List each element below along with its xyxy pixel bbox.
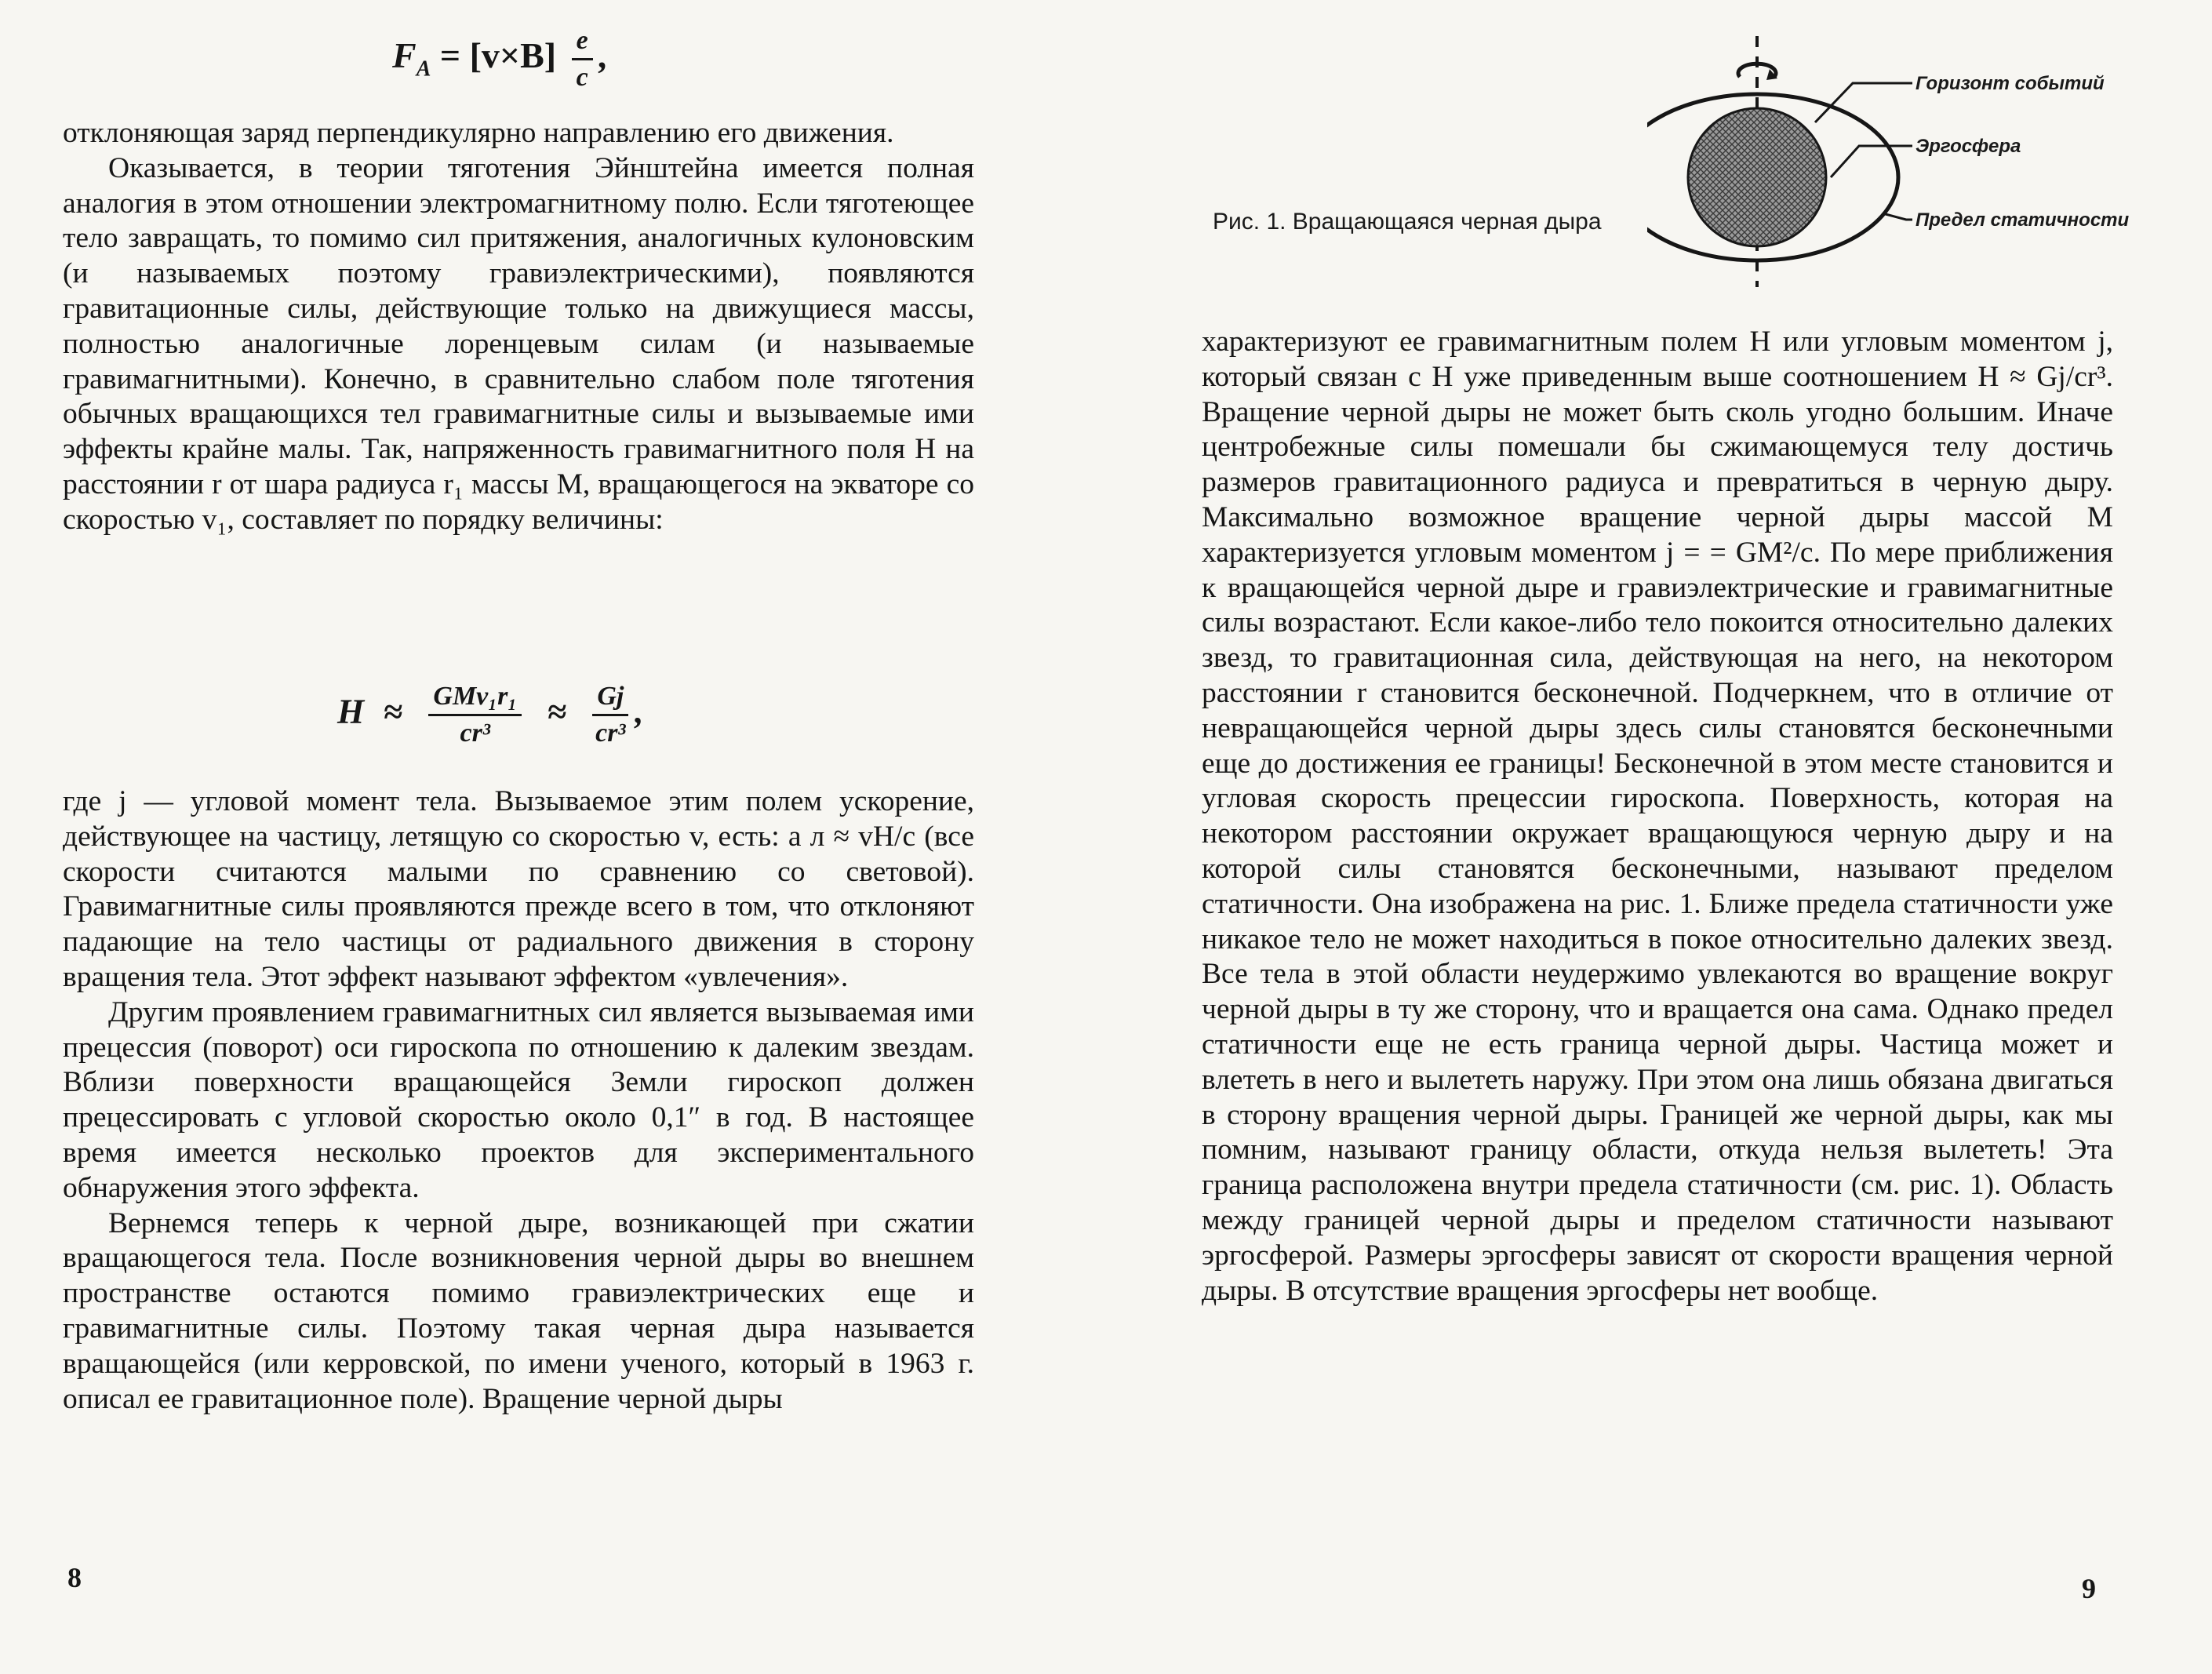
paragraph: Другим проявлением гравимагнитных сил является вызываемая ими прецессия (поворот) оси гироскопа по отношению к далеким звездам. Вблизи поверхности вращающейся Земли гироскоп должен прецессировать с угловой скоростью около 0,1″ в год. В настоящее время имеется несколько проектов для экспериментального обнаружения этого эффекта. xyxy=(63,995,974,1204)
label-static-limit: Предел статичности xyxy=(1915,209,2130,231)
event-horizon-sphere xyxy=(1688,108,1826,246)
black-hole-diagram xyxy=(1647,28,2196,295)
label-event-horizon: Горизонт событий xyxy=(1915,73,2105,94)
formula-h-lhs: H xyxy=(337,692,365,731)
formula-fa-denominator: c xyxy=(576,63,588,92)
horizon-leader-line xyxy=(1815,83,1912,122)
paragraph: где j — угловой момент тела. Вызываемое этим полем ускорение, действующее на частицу, летящую со скоростью v, есть: a л ≈ vH/c (все скорости считаются малыми по сравнению со световой). Гравимагнитные силы проявляются прежде всего в том, что отклоняют падающие на тело частицы от радиального движения в сторону вращения тела. Этот эффект называют эффектом «увлечения». xyxy=(63,785,974,993)
formula-lorentz-force xyxy=(392,24,608,95)
label-ergosphere: Эргосфера xyxy=(1915,136,2021,157)
formula-gravimagnetic-field xyxy=(337,679,643,751)
figure-caption: Рис. 1. Вращающаяся черная дыра xyxy=(1213,209,1602,235)
formula-h-approx: ≈ xyxy=(384,692,403,731)
page-number-right: 9 xyxy=(2082,1573,2096,1604)
formula-h-numerator-2: Gj xyxy=(592,679,628,716)
formula-h-fraction-2 xyxy=(592,679,628,751)
right-text xyxy=(1202,325,2113,1308)
paragraph: Вернемся теперь к черной дыре, возникающей при сжатии вращающегося тела. После возникновения черной дыры во внешнем пространстве остаются помимо гравиэлектрических еще и гравимагнитные силы. Поэтому такая черная дыра называется вращающейся (или керровской, по имени ученого, который в 1963 г. описал ее гравитационное поле). Вращение черной дыры xyxy=(63,1206,974,1415)
formula-h-denominator-1: cr³ xyxy=(460,719,491,748)
formula-fa-fraction xyxy=(572,24,593,95)
paragraph: характеризуют ее гравимагнитным полем H или угловым моментом j, который связан с H уже приведенным выше соотношением H ≈ Gj/cr³. Вращение черной дыры не может быть сколь угодно большим. Иначе центробежные силы помешали бы сжимающемуся телу достичь размеров гравитационного радиуса и превратиться в черную дыру. Максимально возможное вращение черной дыры массой M характеризуется угловым моментом j = = GM²/c. По мере приближения к вращающейся черной дыре и гравиэлектрические и гравимагнитные силы возрастают. Если какое-либо тело покоится относительно далеких звезд, то гравитационная сила, действующая на него, на некотором расстоянии r становится бесконечной. Подчеркнем, что в отличие от невращающейся черной дыры здесь силы становятся бесконечными еще до достижения ее границы! Бесконечной в этом месте становится и угловая скорость прецессии гироскопа. Поверхность, которая на некотором расстоянии окружает вращающуюся черную дыру и на которой силы становятся бесконечными, называют пределом статичности. Она изображена на рис. 1. Ближе предела статичности уже никакое тело не может находиться в покое относительно далеких звезд. Все тела в этой области неудержимо увлекаются во вращение вокруг черной дыры в ту же сторону, что и вращается она сама. Однако предел статичности еще не есть граница черной дыры. Частица может и влететь в него и вылететь наружу. При этом она лишь обязана двигаться в сторону вращения черной дыры. Границей же черной дыры, как мы помним, называют границу области, откуда нельзя вылететь! Эта граница расположена внутри предела статичности (см. рис. 1). Область между границей черной дыры и пределом статичности называют эргосферой. Размеры эргосферы зависят от скорости вращения черной дыры. В отсутствие вращения эргосферы нет вообще. xyxy=(1202,326,2113,1307)
paragraph: Оказывается, в теории тяготения Эйнштейна имеется полная аналогия в этом отношении электромагнитному полю. Если тяготеющее тело завращать, то помимо сил притяжения, аналогичных кулоновским (и называемых поэтому гравиэлектрическими), появляются гравитационные силы, действующие только на движущиеся массы, полностью аналогичные лоренцевым силам (и называемые гравимагнитными). Конечно, в сравнительно слабом поле тяготения обычных вращающихся тел гравимагнитные силы и вызываемые ими эффекты крайне малы. Так, напряженность гравимагнитного поля H на расстоянии r от шара радиуса r₁ массы M, вращающегося на экваторе со скоростью v₁, составляет по порядку величины: xyxy=(63,151,974,536)
rotating-black-hole-figure xyxy=(1647,28,2196,295)
formula-fa-subscript: А xyxy=(416,56,431,82)
ergosphere-leader-line xyxy=(1831,146,1912,177)
paragraph: отклоняющая заряд перпендикулярно направлению его движения. xyxy=(63,117,894,149)
page-number-left: 8 xyxy=(67,1562,82,1593)
formula-fa-numerator: e xyxy=(572,24,593,60)
formula-fa-trail: , xyxy=(598,35,609,76)
static-limit-leader-line xyxy=(1883,213,1912,220)
left-text-top xyxy=(63,116,974,538)
formula-h-trail: , xyxy=(635,692,644,731)
formula-h-approx: ≈ xyxy=(548,692,567,731)
formula-fa-lhs: F xyxy=(392,35,417,76)
formula-h-numerator-1: GMv₁r₁ xyxy=(428,679,522,716)
formula-h-fraction-1 xyxy=(428,679,522,751)
left-text-bottom xyxy=(63,784,974,1417)
formula-fa-bracket: = [v×B] xyxy=(439,35,557,76)
formula-h-denominator-2: cr³ xyxy=(595,719,626,748)
